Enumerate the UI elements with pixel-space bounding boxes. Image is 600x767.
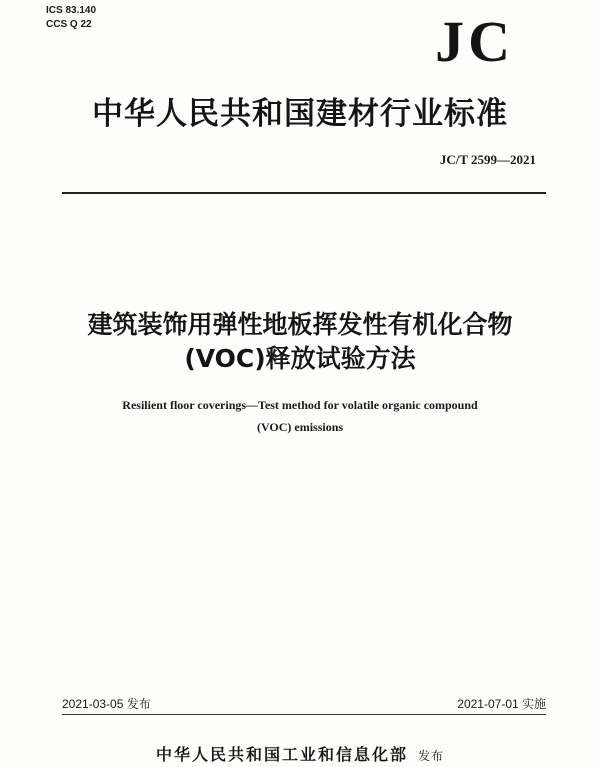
issuing-authority bbox=[0, 742, 600, 765]
issuer-suffix: 发布 bbox=[418, 749, 445, 763]
classification-codes bbox=[46, 4, 96, 32]
ics-code: ICS 83.140 bbox=[46, 5, 97, 16]
standard-number: JC/T 2599—2021 bbox=[439, 152, 536, 167]
english-title-line-2: (VOC) emissions bbox=[256, 420, 344, 434]
implementation-date: 2021-07-01 实施 bbox=[457, 697, 546, 711]
header-divider bbox=[62, 192, 546, 194]
chinese-title-line-2: (VOC)释放试验方法 bbox=[184, 344, 416, 373]
chinese-title bbox=[0, 308, 600, 376]
jc-logo: JC bbox=[435, 9, 514, 74]
issuer-name: 中华人民共和国工业和信息化部 bbox=[155, 745, 408, 764]
english-title bbox=[0, 394, 600, 438]
ccs-code: CCS Q 22 bbox=[46, 19, 92, 30]
footer-divider bbox=[62, 714, 546, 715]
standard-category-heading: 中华人民共和国建材行业标准 bbox=[92, 96, 508, 132]
english-title-line-1: Resilient floor coverings—Test method for volatile organic compound bbox=[122, 398, 478, 412]
chinese-title-line-1: 建筑装饰用弹性地板挥发性有机化合物 bbox=[87, 310, 513, 339]
issue-date: 2021-03-05 发布 bbox=[62, 697, 151, 711]
